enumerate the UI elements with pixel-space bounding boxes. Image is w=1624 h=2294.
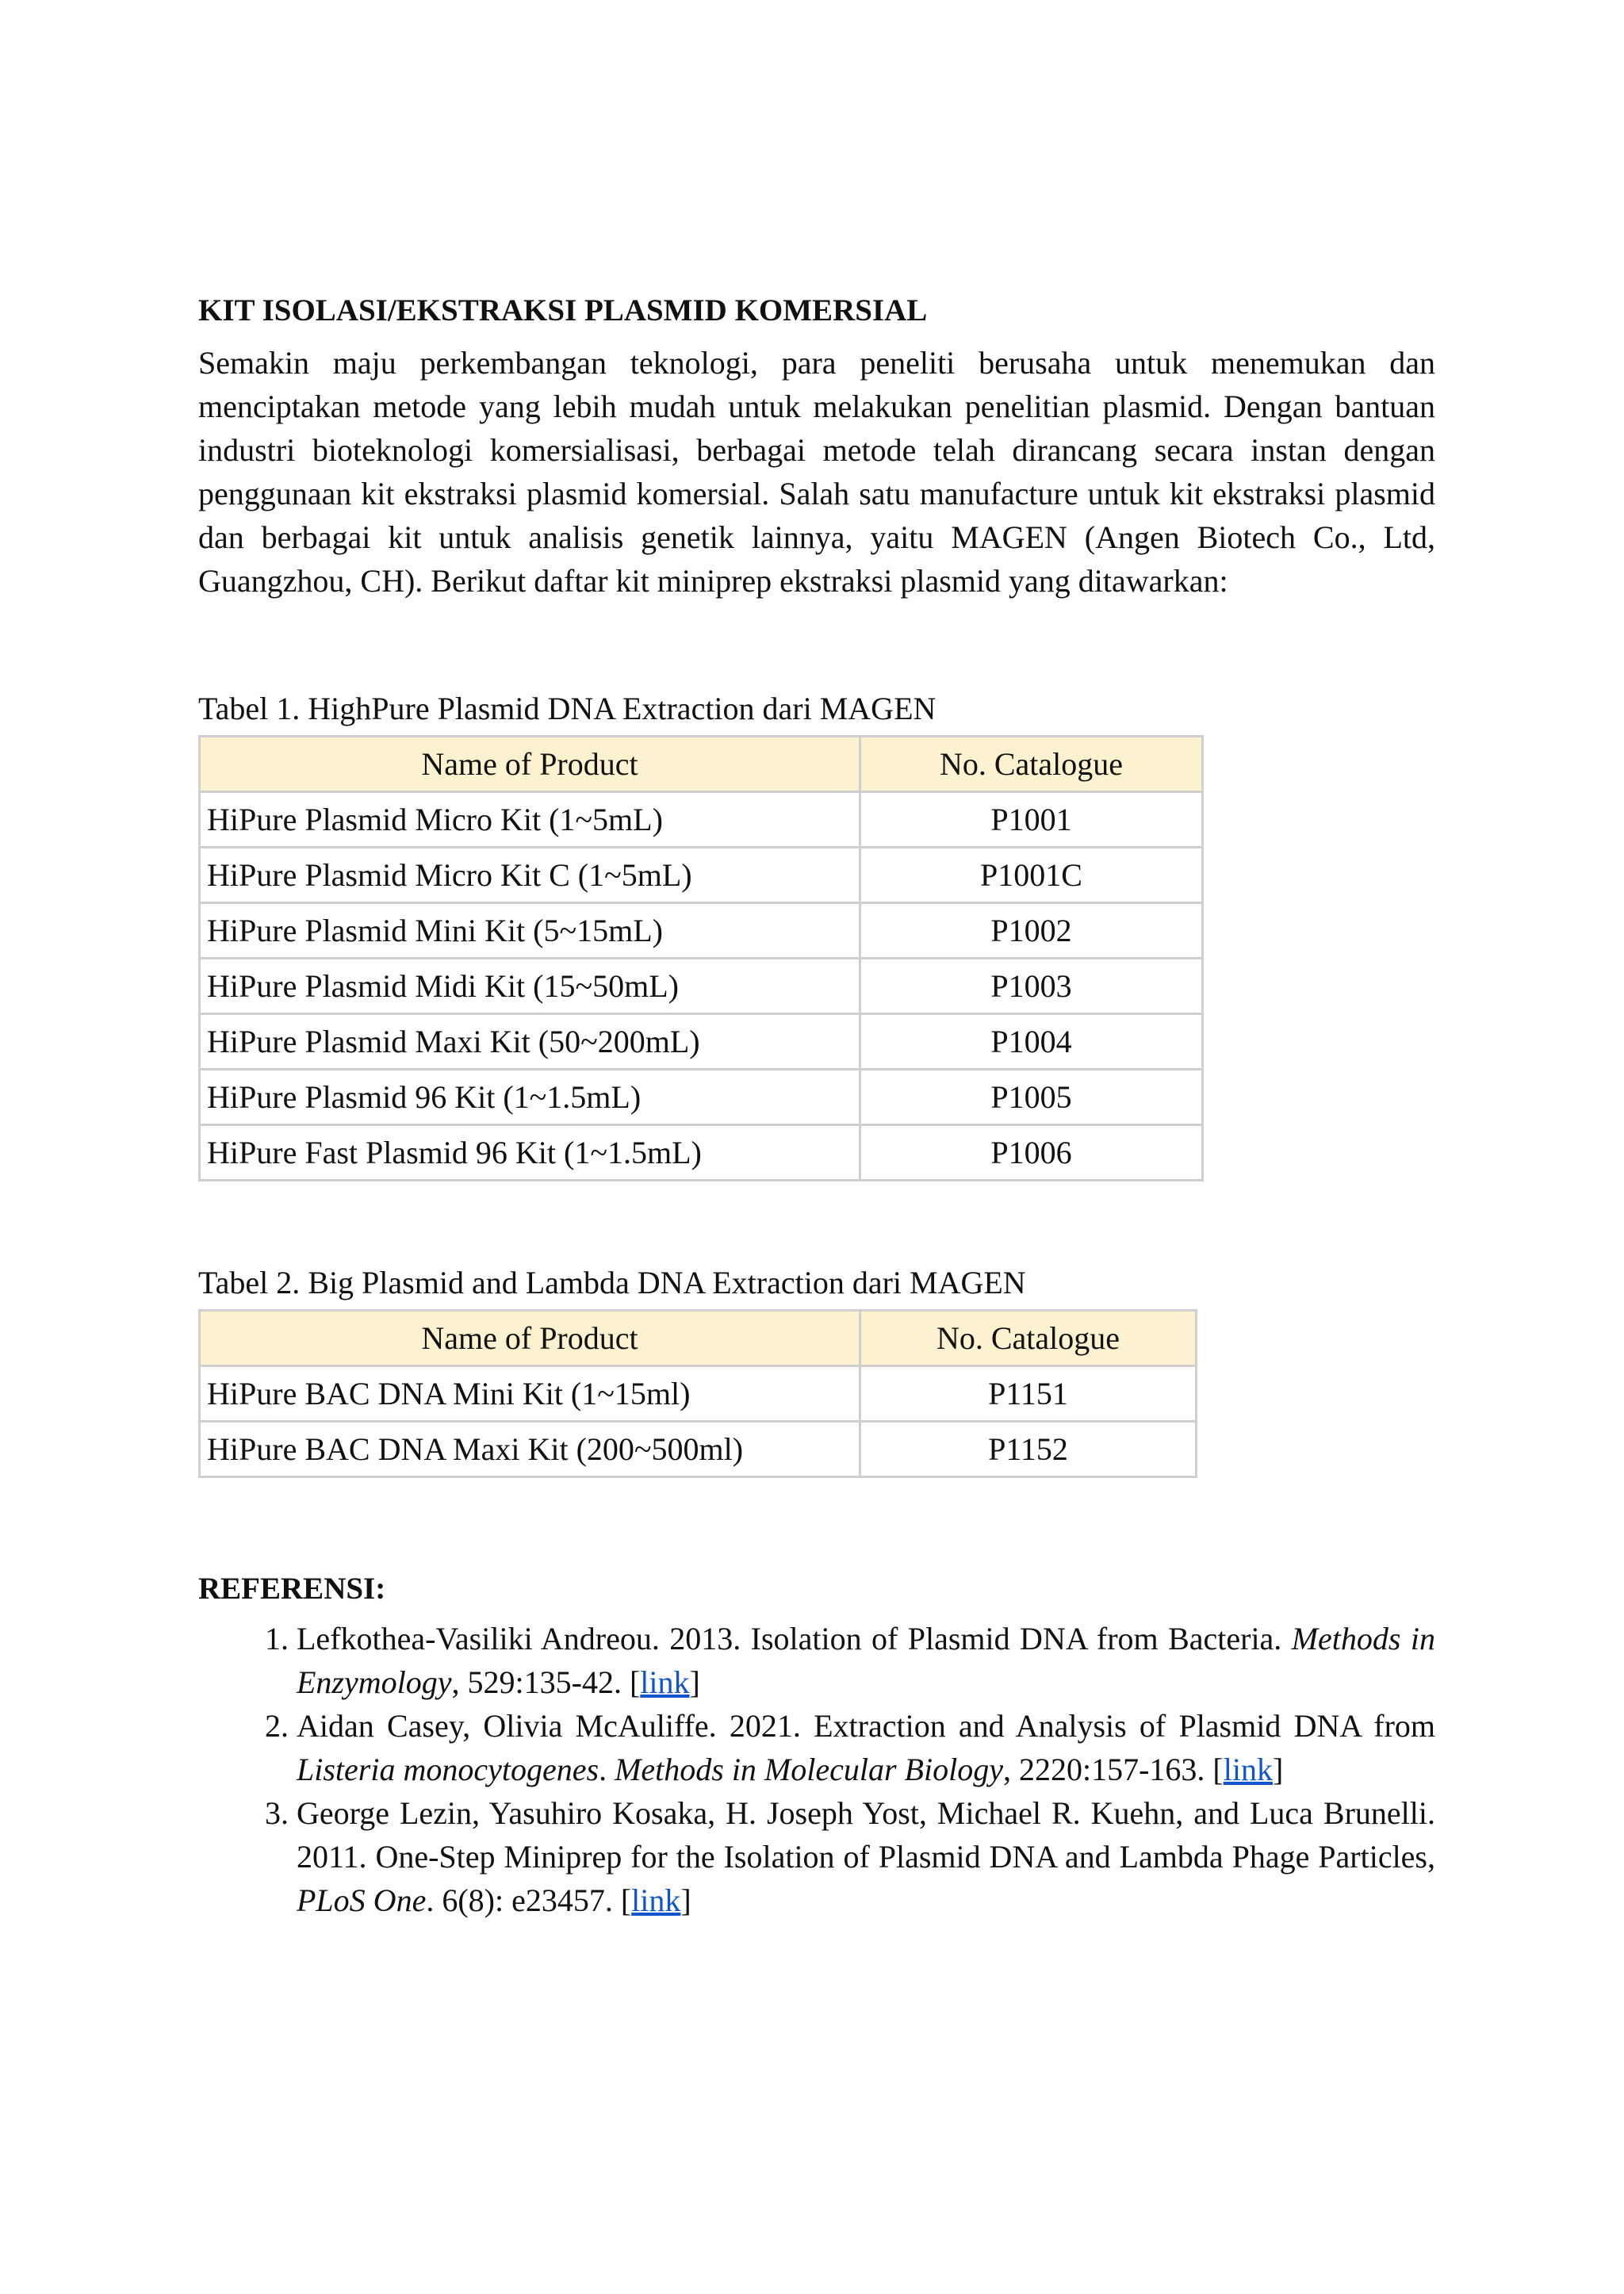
reference-text: Lefkothea-Vasiliki Andreou. 2013. Isolation of Plasmid DNA from Bacteria.	[297, 1621, 1292, 1656]
table1-caption: Tabel 1. HighPure Plasmid DNA Extraction dari MAGEN	[198, 691, 936, 726]
reference-text: George Lezin, Yasuhiro Kosaka, H. Joseph Yost, Michael R. Kuehn, and Luca Brunelli. 2011. One-Step Miniprep for the Isolation of Plasmid DNA and Lambda Phage Particles,	[297, 1795, 1435, 1875]
product-name: HiPure Plasmid Micro Kit C (1~5mL)	[200, 848, 860, 903]
product-name: HiPure Plasmid Midi Kit (15~50mL)	[200, 959, 860, 1014]
product-name: HiPure BAC DNA Mini Kit (1~15ml)	[200, 1366, 860, 1422]
reference-text: .	[599, 1752, 615, 1787]
page-title: KIT ISOLASI/EKSTRAKSI PLASMID KOMERSIAL	[198, 293, 928, 327]
catalogue-number: P1001	[860, 792, 1203, 848]
table-row	[200, 1366, 1197, 1422]
reference-item: 1. Lefkothea-Vasiliki Andreou. 2013. Isolation of Plasmid DNA from Bacteria. Methods in Enzymology, 529:135-42. [link]	[297, 1617, 1435, 1704]
references-list	[198, 1617, 1435, 1922]
column-header-catalogue: No. Catalogue	[860, 1311, 1197, 1366]
product-name: HiPure BAC DNA Maxi Kit (200~500ml)	[200, 1422, 860, 1477]
reference-journal: Methods in Molecular Biology	[615, 1752, 1003, 1787]
product-name: HiPure Plasmid 96 Kit (1~1.5mL)	[200, 1070, 860, 1125]
reference-item: 2. Aidan Casey, Olivia McAuliffe. 2021. Extraction and Analysis of Plasmid DNA from Listeria monocytogenes. Methods in Molecular Biology, 2220:157-163. [link]	[297, 1704, 1435, 1791]
product-name: HiPure Fast Plasmid 96 Kit (1~1.5mL)	[200, 1125, 860, 1181]
catalogue-number: P1006	[860, 1125, 1203, 1181]
references-title: REFERENSI:	[198, 1572, 386, 1606]
document-page	[198, 287, 1435, 1922]
catalogue-number: P1002	[860, 903, 1203, 959]
column-header-catalogue: No. Catalogue	[860, 737, 1203, 792]
product-table-2	[198, 1309, 1197, 1478]
reference-text: . 6(8): e23457. [	[426, 1882, 632, 1918]
reference-link[interactable]: link	[640, 1664, 690, 1700]
catalogue-number: P1152	[860, 1422, 1197, 1477]
reference-text: , 529:135-42. [	[451, 1664, 641, 1700]
table-row	[200, 1070, 1203, 1125]
product-table-1	[198, 735, 1204, 1181]
reference-text: , 2220:157-163. [	[1002, 1752, 1224, 1787]
reference-species: Listeria monocytogenes	[297, 1752, 599, 1787]
reference-link[interactable]: link	[631, 1882, 681, 1918]
reference-journal: PLoS One	[297, 1882, 427, 1918]
reference-link[interactable]: link	[1223, 1752, 1273, 1787]
column-header-product: Name of Product	[200, 737, 860, 792]
column-header-product: Name of Product	[200, 1311, 860, 1366]
table-row	[200, 1422, 1197, 1477]
table-header-row	[200, 737, 1203, 792]
table-row	[200, 903, 1203, 959]
table-row	[200, 792, 1203, 848]
product-name: HiPure Plasmid Micro Kit (1~5mL)	[200, 792, 860, 848]
catalogue-number: P1001C	[860, 848, 1203, 903]
product-name: HiPure Plasmid Mini Kit (5~15mL)	[200, 903, 860, 959]
catalogue-number: P1005	[860, 1070, 1203, 1125]
intro-paragraph: Semakin maju perkembangan teknologi, para peneliti berusaha untuk menemukan dan menciptakan metode yang lebih mudah untuk melakukan penelitian plasmid. Dengan bantuan industri bioteknologi komersialisasi, berbagai metode telah dirancang secara instan dengan penggunaan kit ekstraksi plasmid komersial. Salah satu manufacture untuk kit ekstraksi plasmid dan berbagai kit untuk analisis genetik lainnya, yaitu MAGEN (Angen Biotech Co., Ltd, Guangzhou, CH). Berikut daftar kit miniprep ekstraksi plasmid yang ditawarkan:	[198, 345, 1435, 599]
reference-journal: Methods in Enzymology	[297, 1621, 1435, 1700]
catalogue-number: P1004	[860, 1014, 1203, 1070]
table-row	[200, 959, 1203, 1014]
table-header-row	[200, 1311, 1197, 1366]
catalogue-number: P1003	[860, 959, 1203, 1014]
reference-text: Aidan Casey, Olivia McAuliffe. 2021. Extraction and Analysis of Plasmid DNA from	[297, 1708, 1435, 1744]
table-row	[200, 1014, 1203, 1070]
product-name: HiPure Plasmid Maxi Kit (50~200mL)	[200, 1014, 860, 1070]
reference-item: 3. George Lezin, Yasuhiro Kosaka, H. Joseph Yost, Michael R. Kuehn, and Luca Brunelli. 2011. One-Step Miniprep for the Isolation of Plasmid DNA and Lambda Phage Particles, PLoS One. 6(8): e23457. [link]	[297, 1791, 1435, 1922]
catalogue-number: P1151	[860, 1366, 1197, 1422]
table-row	[200, 848, 1203, 903]
table-row	[200, 1125, 1203, 1181]
table2-caption: Tabel 2. Big Plasmid and Lambda DNA Extraction dari MAGEN	[198, 1265, 1026, 1300]
